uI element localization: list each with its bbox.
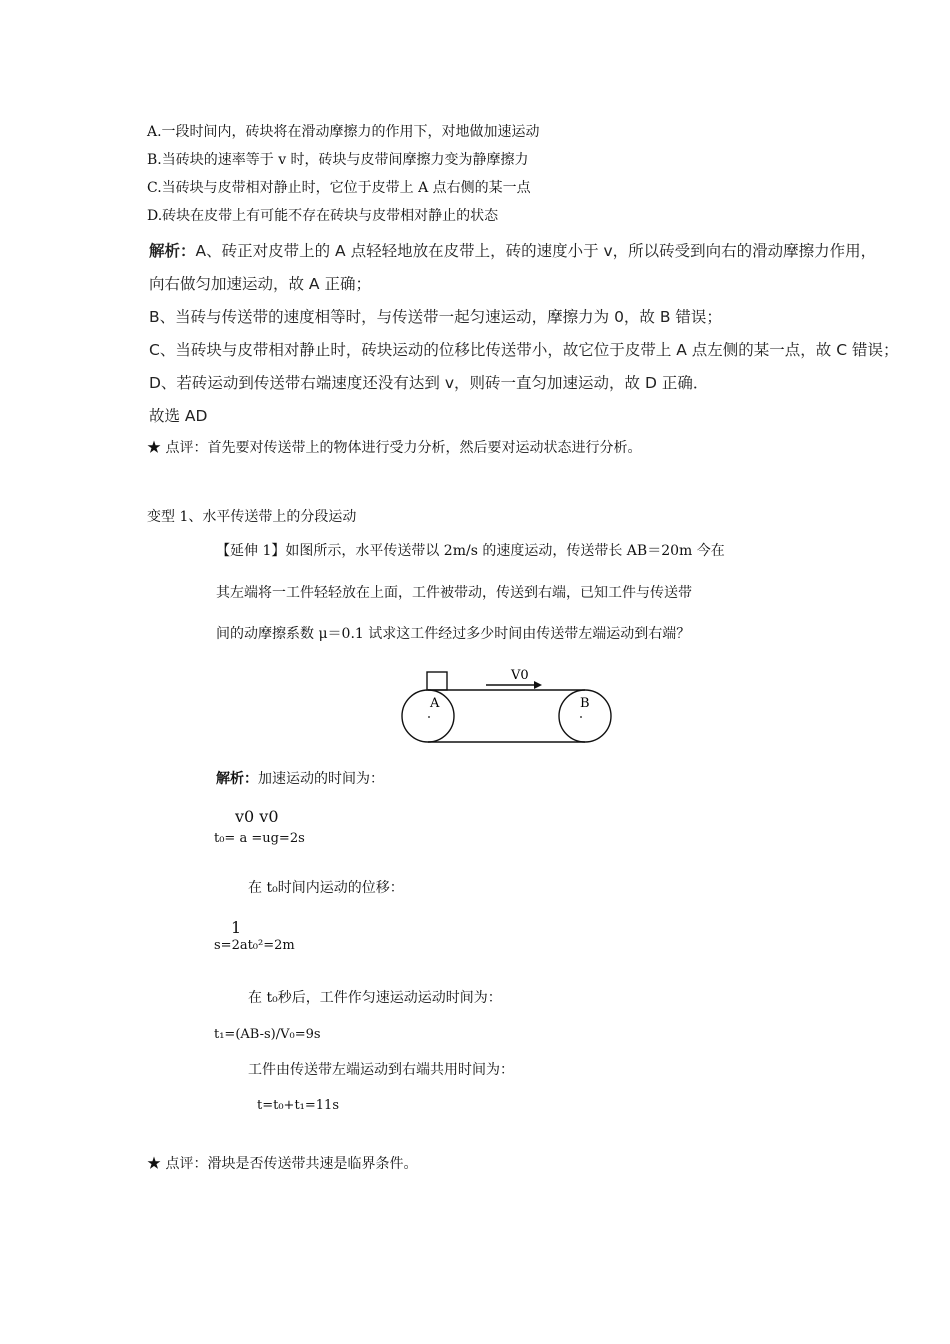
analysis-label: 解析： (149, 242, 196, 260)
label-a: A (430, 696, 440, 711)
comment-1: ★ 点评：首先要对传送带上的物体进行受力分析，然后要对运动状态进行分析。 (147, 440, 642, 456)
eq3: t₁=(AB-s)/V₀=9s (214, 1027, 321, 1042)
analysis-line-3: B、当砖与传送带的速度相等时，与传送带一起匀速运动，摩擦力为 0，故 B 错误； (149, 308, 722, 326)
pulley-b-center (580, 716, 582, 718)
variant-title: 变型 1、水平传送带上的分段运动 (147, 509, 357, 525)
eq1-numerators: v0 v0 (235, 807, 279, 826)
extension-line-2: 其左端将一工件轻轻放在上面，工件被带动，传送到右端，已知工件与传送带 (216, 585, 692, 601)
option-d: D.砖块在皮带上有可能不存在砖块与皮带相对静止的状态 (147, 208, 499, 224)
eq2: s=2at₀²=2m (214, 938, 295, 953)
analysis-line-6: 故选 AD (149, 407, 208, 425)
total-intro: 工件由传送带左端运动到右端共用时间为： (248, 1062, 514, 1078)
option-a: A.一段时间内，砖块将在滑动摩擦力的作用下，对地做加速运动 (147, 124, 540, 140)
eq1: t₀= a =ug=2s (214, 831, 305, 846)
option-c: C.当砖块与皮带相对静止时，它位于皮带上 A 点右侧的某一点 (147, 180, 531, 196)
label-b: B (580, 696, 590, 711)
analysis-text-1: A、砖正对皮带上的 A 点轻轻地放在皮带上，砖的速度小于 v，所以砖受到向右的滑动摩擦力作用， (195, 242, 877, 260)
extension-line-3: 间的动摩擦系数 μ＝0.1 试求这工件经过多少时间由传送带左端运动到右端？ (216, 626, 691, 642)
pulley-a (402, 690, 454, 742)
comment-2: ★ 点评：滑块是否传送带共速是临界条件。 (147, 1156, 418, 1172)
analysis2-label: 解析： (216, 771, 258, 787)
pulley-a-center (428, 716, 430, 718)
analysis-line-1 (149, 241, 876, 261)
analysis2-intro-line (216, 770, 384, 788)
velocity-label: V0 (511, 668, 529, 683)
after-intro: 在 t₀秒后，工件作匀速运动运动时间为： (248, 990, 502, 1006)
work-piece (427, 672, 447, 690)
eq4: t=t₀+t₁=11s (257, 1098, 339, 1113)
conveyor-figure (396, 662, 618, 748)
analysis-line-5: D、若砖运动到传送带右端速度还没有达到 v，则砖一直匀加速运动，故 D 正确． (149, 374, 709, 392)
analysis-line-2: 向右做匀加速运动，故 A 正确； (149, 275, 371, 293)
analysis2-intro: 加速运动的时间为： (258, 771, 384, 787)
analysis-line-4: C、当砖块与皮带相对静止时，砖块运动的位移比传送带小，故它位于皮带上 A 点左侧的某一点，故 C 错误； (149, 341, 899, 359)
velocity-arrowhead (534, 681, 542, 689)
option-b: B.当砖块的速率等于 v 时，砖块与皮带间摩擦力变为静摩擦力 (147, 152, 529, 168)
eq2-numerator: 1 (231, 918, 242, 937)
displacement-intro: 在 t₀时间内运动的位移： (248, 880, 404, 896)
extension-line-1: 【延伸 1】如图所示，水平传送带以 2m/s 的速度运动，传送带长 AB＝20m 今在 (216, 543, 725, 559)
